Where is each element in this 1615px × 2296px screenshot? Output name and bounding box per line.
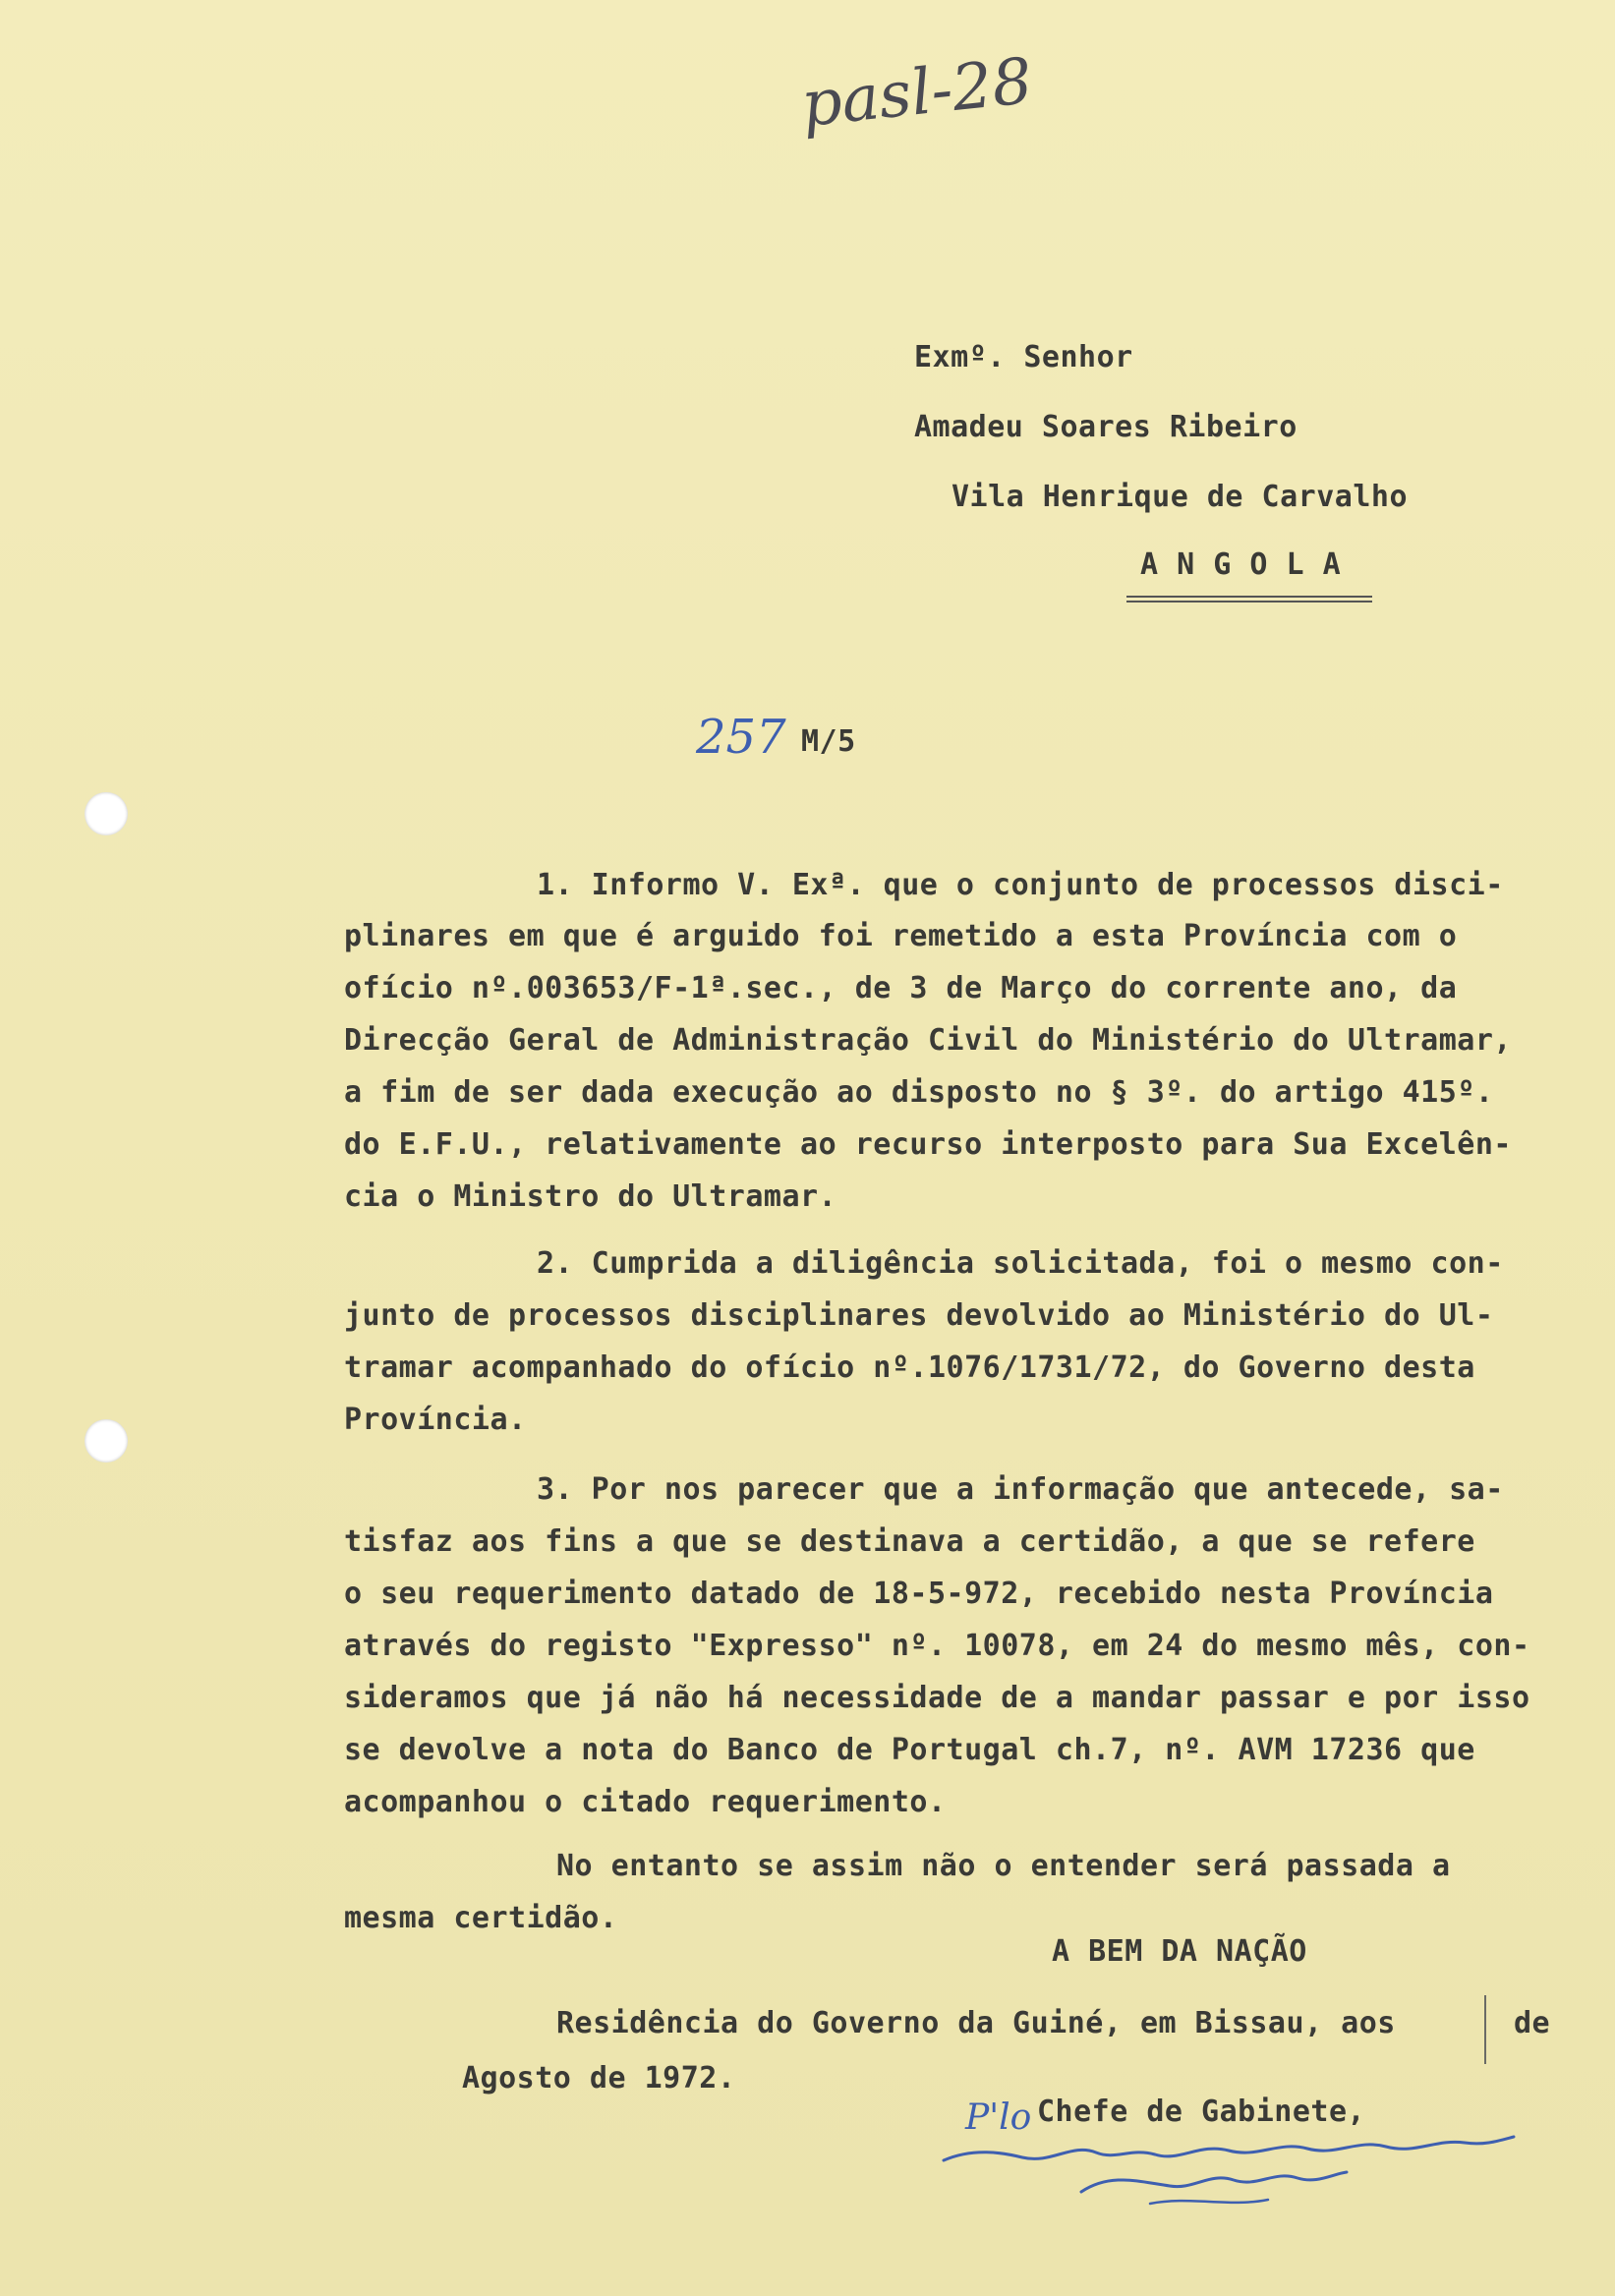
address-salutation: Exmº. Senhor [914,340,1133,374]
p1-line-5: a fim de ser dada execução ao disposto no § 3º. do artigo 415º. [344,1075,1494,1110]
p1-line-6: do E.F.U., relativamente ao recurso interposto para Sua Excelên- [344,1127,1512,1162]
address-country: A N G O L A [1140,547,1342,582]
p1-line-7: cia o Ministro do Ultramar. [344,1179,837,1214]
p4-line-2: mesma certidão. [344,1901,618,1935]
address-city: Vila Henrique de Carvalho [952,480,1409,514]
p1-line-4: Direcção Geral de Administração Civil do Ministério do Ultramar, [344,1023,1512,1058]
handwritten-code: pasl-28 [797,44,1036,143]
handwritten-ref-number: 257 [696,710,786,765]
residence-line: Residência do Governo da Guiné, em Bissau, aos [556,2006,1396,2040]
punch-hole-upper [85,792,128,835]
reference-suffix: M/5 [801,724,856,759]
p1-line-2: plinares em que é arguido foi remetido a esta Província com o [344,919,1458,953]
handwritten-signature [934,2113,1524,2261]
address-name: Amadeu Soares Ribeiro [914,410,1298,444]
signature-prefix: P'lo [965,2097,1032,2138]
p3-line-5: sideramos que já não há necessidade de a mandar passar e por isso [344,1681,1530,1715]
p3-line-7: acompanhou o citado requerimento. [344,1785,947,1819]
date-line: Agosto de 1972. [462,2061,736,2095]
p3-line-1: 3. Por nos parecer que a informação que antecede, sa- [537,1472,1504,1507]
p1-line-3: ofício nº.003653/F-1ª.sec., de 3 de Março do corrente ano, da [344,971,1458,1005]
day-blank-mark [1484,1995,1486,2064]
closing-formula: A BEM DA NAÇÃO [1052,1934,1307,1969]
p1-line-1: 1. Informo V. Exª. que o conjunto de processos disci- [537,868,1504,902]
p2-line-4: Província. [344,1403,527,1437]
p3-line-4: através do registo "Expresso" nº. 10078, em 24 do mesmo mês, con- [344,1629,1530,1663]
signature-title: Chefe de Gabinete, [1037,2095,1366,2129]
day-suffix: de [1514,2006,1551,2040]
p2-line-2: junto de processos disciplinares devolvido ao Ministério do Ul- [344,1298,1494,1333]
p4-line-1: No entanto se assim não o entender será passada a [556,1849,1451,1883]
p2-line-1: 2. Cumprida a diligência solicitada, foi o mesmo con- [537,1246,1504,1281]
punch-hole-lower [85,1419,128,1463]
p3-line-2: tisfaz aos fins a que se destinava a certidão, a que se refere [344,1524,1475,1559]
p3-line-3: o seu requerimento datado de 18-5-972, recebido nesta Província [344,1577,1494,1611]
p3-line-6: se devolve a nota do Banco de Portugal ch.7, nº. AVM 17236 que [344,1733,1475,1767]
p2-line-3: tramar acompanhado do ofício nº.1076/1731/72, do Governo desta [344,1350,1475,1385]
country-underline [1126,596,1372,603]
